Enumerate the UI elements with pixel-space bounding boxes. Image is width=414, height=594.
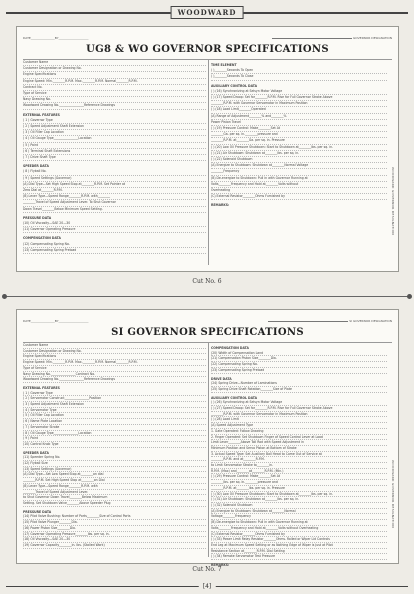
form-line[interactable]: ( 2 ) Servomotor Construct________________Position [23,396,206,402]
page-number: [4] [199,582,216,592]
form-line[interactable]: Type of Service [23,366,206,372]
form-line[interactable]: (23) Compensating Spring Preload [211,368,387,374]
section-heading: COMPENSATION DATA [23,236,61,241]
form-line[interactable]: Power Piston Travel [211,120,387,126]
form-line[interactable]: ( ) (31) Air Shutdown: Shutdown at________lbs. per sq. in. [211,497,387,503]
form-line[interactable]: (B) De-energize to Shutdown: Pull in with Governor Running at [211,520,387,526]
form-line[interactable]: (11) Speeder Spring No. [23,455,206,461]
form-line[interactable]: ( )________Seconds To Open [211,68,387,74]
form-line[interactable]: (18) Oil Viscosity—SAE 20—30 [23,537,206,543]
form-line[interactable]: ________lbs. per sq. in.________pressure and [211,480,387,486]
form-line[interactable]: Engine Specifications [23,72,206,78]
form-line[interactable]: (25) Spring Drive Shaft Rotation________Size of Plate [211,387,387,393]
form-line[interactable]: (A) Energize to Shutdown: Shutdown at________Normal Voltage [211,163,387,169]
form-line[interactable]: Woodward Drawing No.________________Reference Drawings [23,377,206,383]
form-line[interactable]: Engine Speed: Min.________R.P.M. Max.________R.P.M. Normal________R.P.M. [23,79,206,85]
form-line[interactable]: ( ) (19) Pressure Control: Make________Set At [211,126,387,132]
form-line[interactable]: ( ) (32) Solenoid Shutdown [211,503,387,509]
section-heading: PRESSURE DATA [23,509,52,514]
form-line[interactable]: ________R.P.M. and at________R.P.M. [211,457,387,463]
right-column [211,60,387,209]
page-header [6,6,408,20]
form-line[interactable]: (11) Governor Operating Pressure [23,227,206,233]
form-line[interactable]: ( 9 ) Paint [23,436,206,442]
form-line[interactable]: Engine Speed: Min.________R.P.M. Max.________R.P.M. Normal________R.P.M. [23,360,206,366]
form-line[interactable]: Type of Service [23,91,206,97]
form-line[interactable]: Overheating [211,188,387,194]
form-line[interactable]: Contract No. [23,85,206,91]
form-line[interactable]: 1. Gate Operated: Follow Drawing [211,429,387,435]
form-line[interactable]: (C) External Resistor________Ohms Furnished by [211,532,387,538]
form-line[interactable]: Navy Drawing No.________________Contract No. [23,372,206,378]
form-line[interactable]: (17) Governor Operating Pressure________lbs. per sq. in. [23,532,206,538]
form-line[interactable]: ________Travel of Speed Adjustment Lever. [23,490,206,496]
form-line[interactable]: (16) Power Piston Size________Dia. [23,526,206,532]
date-by-label: DATE________________BY____________________ [23,36,89,40]
form-line[interactable]: (12) Compensating Spring No. [23,242,206,248]
form-line[interactable]: (A) Dial Type—Set Low Speed Stop at________on dial [23,472,206,478]
form-line[interactable]: (13) Compensating Spring Preload [23,248,206,254]
side-label: WOODWARD GOVERNOR DESIGNATION [391,167,395,235]
designation-label: GOVERNOR DESIGNATION [352,36,392,40]
form-line[interactable]: ( 7 ) Servomotor Stroke [23,425,206,431]
form-line[interactable]: ( ) (34) Remote Servomotor Test Pressure [211,554,387,560]
right-column [211,343,387,568]
form-line[interactable]: Customer Name [23,60,206,66]
form-line[interactable]: to Limit Servomotor Stroke to________in. [211,463,387,469]
form-line[interactable]: ( 1 ) Governor Type [23,118,206,124]
separator-dot [2,294,7,299]
form-line[interactable]: ________Ga. per sq. in.________pressure and [211,132,387,138]
form-line[interactable]: (A) Range of Adjustment________% and________% [211,114,387,120]
form-line[interactable]: Engine Specifications [23,354,206,360]
form-line[interactable]: Down Travel________Below Minimum Speed Setting. [23,207,206,213]
separator-dot [407,294,412,299]
form-line[interactable]: ________R.P.M. with Governor Servomotor in Maximum Position [211,412,387,418]
form-line[interactable]: ( 9 ) Speed Settings (Governor) [23,176,206,182]
form-line[interactable]: Setting. Set Shutdown Valve________Above Speeder Plug [23,501,206,507]
form-line[interactable]: ( ) (17) Speed Droop: Set for________R.P.M. Rise for Full Governor Stroke Above [211,95,387,101]
form-line[interactable]: ( ) (20) Low Oil Pressure Shutdown: Start to Shutdown at________lbs. per sq. in. [211,145,387,151]
form-line[interactable]: ( 7 ) Drive Shaft Type [23,155,206,161]
form-line[interactable]: ( ) (21) Air Shutdown: Shutdown at________lbs. per sq. in. [211,151,387,157]
column-divider [208,59,209,265]
section-heading: EXTERNAL FEATURES [23,385,60,390]
form-line[interactable]: ( 1 ) Governor Type [23,391,206,397]
form-line[interactable]: (A) Dial Type—Set High Speed Stop at________R.P.M. Set Pointer at [23,182,206,188]
form-line[interactable]: ( ) (29) Pressure Control: Make________Set At [211,474,387,480]
form-line[interactable]: Customer Name [23,343,206,349]
form-line[interactable]: (12) Flyball Size [23,461,206,467]
brand-logo: WOODWARD [171,6,244,19]
form-line[interactable]: ________R.P.M. Set High Speed Stop at________on Dial [23,478,206,484]
form-line[interactable]: ( 6 ) Terminal Shaft Extensions [23,149,206,155]
form-line[interactable]: (15) Pilot Valve Plunger________Dia. [23,520,206,526]
form-line[interactable]: Volts________Frequency and Hold at________Volts without [211,182,387,188]
form-line[interactable]: ( ) (30) Low Oil Pressure Shutdown: Start to Shutdown at________lbs. per sq. in. [211,492,387,498]
form-line[interactable]: ________R.P.M. with Governor Servomotor in Maximum Position [211,101,387,107]
form-line[interactable]: ( )________Seconds To Close [211,74,387,80]
form-line[interactable]: 3. Actual Speed Type: Set Auxiliary Ball Head to Come Out of Service at [211,452,387,458]
form-line[interactable]: R.P.M. (Max) and________at________R.P.M. (Min.) [211,469,387,475]
form-line[interactable]: ( 2 ) Speed Adjustment Shaft Extension [23,124,206,130]
form-line[interactable]: ( ) (28) Load Limit [211,417,387,423]
form-line[interactable]: (10) Control Knob Type [23,442,206,448]
form-line[interactable]: (B) Lever Type—Speed Range________R.P.M. with [23,484,206,490]
si-spec-form [16,309,399,568]
form-line[interactable]: Resistance Section at________R.P.M. Dial Setting [211,549,387,555]
form-line[interactable]: Limit Lever________Above Toll Rod with Speed Adjustment in [211,440,387,446]
date-by-label: DATE________________BY____________________ [23,319,89,323]
form-line[interactable]: ( 4 ) Oil Gauge Type________________Location [23,136,206,142]
designation-label: SI GOVERNOR DESIGNATION [349,319,392,323]
form-line[interactable]: ( 4 ) Servomotor Type [23,408,206,414]
form-line[interactable]: ( 6 ) Name Plate Location [23,419,206,425]
form-title: SI GOVERNOR SPECIFICATIONS [111,327,304,338]
section-heading: DRIVE DATA [211,376,232,381]
form-line[interactable]: Navy Drawing No. [23,97,206,103]
cut-caption: Cut No. 6 [192,278,222,285]
cut-caption: Cut No. 7 [192,566,222,573]
section-heading: EXTERNAL FEATURES [23,112,60,117]
form-line[interactable]: ( 5 ) Oil Filler Cap Location [23,413,206,419]
form-line[interactable]: (A) Speed Adjustment Type [211,423,387,429]
form-line[interactable]: ( ) (22) Solenoid Shutdown [211,157,387,163]
form-line[interactable]: ( 8 ) Flyball No. [23,169,206,175]
form-line[interactable]: ________Frequency [211,169,387,175]
section-heading: SPEEDER DATA [23,164,49,169]
form-line[interactable]: (20) Width of Compensation Land [211,351,387,357]
left-column [23,343,206,549]
ug8-spec-form [16,26,399,272]
form-top-line [23,319,392,323]
form-title: UG8 & WO GOVERNOR SPECIFICATIONS [86,44,329,55]
form-line[interactable]: ( 5 ) Paint [23,143,206,149]
form-line[interactable]: (24) Spring Drive—Number of Laminations [211,381,387,387]
section-heading: COMPENSATION DATA [211,346,249,350]
side-label: WOODWARD GOVERNOR DESIGNATION [391,460,395,528]
form-line[interactable]: to Shut Governor Down Travel________Below Maximum [23,495,206,501]
form-line[interactable]: ________R.P.M. at________Ga. per sq. in. Pressure [211,138,387,144]
form-line[interactable]: (10) Oil Viscosity—SAE 20—30 [23,221,206,227]
section-heading: TIME ELEMENT [211,63,237,67]
form-line[interactable]: (B) Lever Type—Speed Range________R.P.M. with________ [23,194,206,200]
section-heading: PRESSURE DATA [23,215,52,220]
page-footer [0,582,414,592]
form-line[interactable]: Woodward Drawing No.________________Reference Drawings [23,103,206,109]
form-line[interactable]: (22) Compensating Spring No. [211,362,387,368]
form-line[interactable]: ________R.P.M. at________lbs. per sq. in. Pressure [211,486,387,492]
form-line[interactable]: ( 8 ) Oil Gauge Type________________Location [23,431,206,437]
form-line[interactable]: (B) De-energize to Shutdown: Pull in with Governor Running at [211,176,387,182]
form-line[interactable]: (13) Speed Settings (Governor) [23,467,206,473]
form-line[interactable]: ( ) (33) Power Limit Relay Resistor________Ohms. Rolled or Wiper Lid Controls [211,537,387,543]
form-line[interactable]: (21) Compensation Piston Size________Dia. [211,356,387,362]
form-line[interactable]: ( ) (16) Synchronizing at Selsyn Motor Voltage [211,89,387,95]
form-line[interactable]: 2. Finger Operated: Set Shutdown Finger of Speed Control Lever at Load [211,435,387,441]
form-line[interactable]: ( 3 ) Oil Filler Cap Location [23,130,206,136]
form-line[interactable]: Zero Dial at________R.P.M. [23,188,206,194]
section-heading: REMARKS: [211,203,230,208]
separator-rule [4,296,410,297]
form-line[interactable]: Volts________Frequency and Hold at________Volts without Overheating [211,526,387,532]
form-line[interactable]: (C) External Resistor________Ohms Furnished by [211,194,387,200]
form-line[interactable]: Voltage________Frequency [211,514,387,520]
form-line[interactable]: Customer Designation or Drawing No. [23,349,206,355]
section-heading: AUXILIARY CONTROL DATA [211,83,258,88]
form-line[interactable]: ( ) (27) Speed Droop: Set for________R.P.M. Rise for Full Governor Stroke Above [211,406,387,412]
form-line[interactable]: Customer Designation or Drawing No. [23,66,206,72]
form-line[interactable]: (A) Energize to Shutdown: Shutdown at________Normal [211,509,387,515]
column-divider [208,342,209,557]
form-line[interactable]: (19) Governor Capacity________in. lbs. (Stalled Work) [23,543,206,549]
form-line[interactable]: ________Travel of Speed Adjustment Lever. To Shut Governor [23,200,206,206]
form-line[interactable]: ( 3 ) Speed Adjustment Shaft Extension [23,402,206,408]
left-column [23,60,206,254]
form-line[interactable]: ( ) (26) Synchronizing at Selsyn Motor Voltage [211,400,387,406]
section-heading: SPEEDER DATA [23,450,49,455]
form-line[interactable]: End Leg at Maximum Speed Setting or as Nothing Edge of Wiper is Just at Pilot [211,543,387,549]
designation-field[interactable] [272,38,352,39]
form-top-line [23,36,392,40]
form-line[interactable]: ( ) (18) Load Limit________Operated [211,107,387,113]
form-line[interactable]: Minimum Position and Servo Piston at Bottom of Stroke [211,446,387,452]
section-heading: REMARKS: [211,563,230,568]
section-heading: AUXILIARY CONTROL DATA [211,395,258,400]
designation-field[interactable] [268,321,348,322]
form-line[interactable]: (14) Pilot Valve Bushing: Number of Ports________Size of Control Ports [23,514,206,520]
